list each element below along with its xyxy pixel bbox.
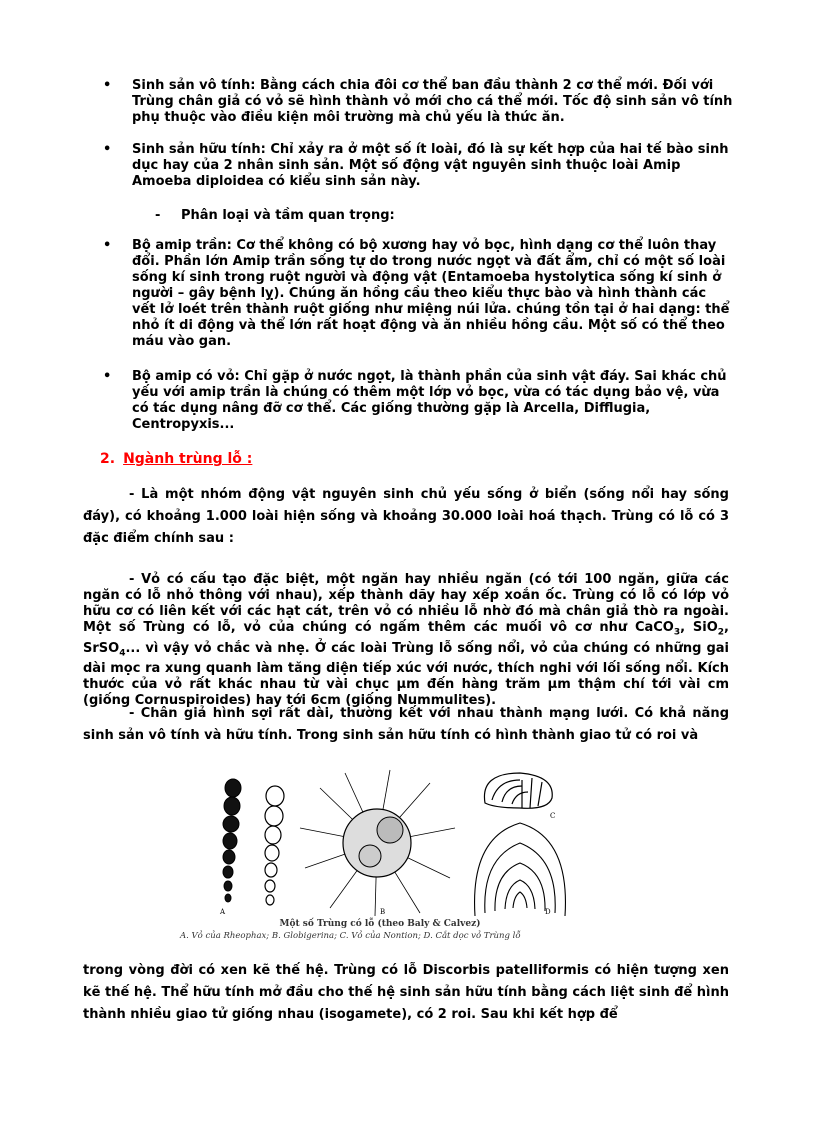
paragraph-shell: [83, 572, 729, 709]
subscript: 4: [119, 648, 126, 659]
section-title: Ngành trùng lỗ :: [123, 451, 253, 467]
bullet-text: Bộ amip trần: Cơ thể không có bộ xương hay vỏ bọc, hình dạng cơ thể luôn thay đổi. Phần lớn Amip trần sống tự do trong nước ngọt và đất ẩm, chỉ có một số loài sống kí sinh trong ruột người và động vật (Entamoeba hystolytica sống kí sinh ở người – gây bệnh lỵ). Chúng ăn hồng cầu theo kiểu thực bào và hình thành các vết lở loét trên thành ruột giống như miệng núi lửa. chúng tồn tại ở hai dạng: thể nhỏ ít di động và thể lớn rất hoạt động và ăn nhiều hồng cầu. Một số có thể theo máu vào gan.: [132, 238, 730, 349]
dash-marker: -: [155, 208, 161, 223]
bullet-icon: •: [103, 238, 112, 253]
paragraph-intro: - Là một nhóm động vật nguyên sinh chủ yếu sống ở biển (sống nổi hay sống đáy), có khoảng 1.000 loài hiện sống và khoảng 30.000 loài hoá thạch. Trùng có lỗ có 3 đặc điểm chính sau :: [83, 487, 729, 546]
rheophax-shell-drawing: [223, 779, 241, 902]
bullet-icon: •: [103, 78, 112, 93]
caption-body: A. Vỏ của Rheophax; B. Globigerina; C. Vỏ của Nontion; D. Cắt dọc vỏ Trùng lỗ: [180, 931, 521, 941]
globigerina-drawing: [300, 770, 455, 916]
figure-label-c: C: [550, 812, 556, 820]
bullet-text: Sinh sản vô tính: Bằng cách chia đôi cơ thể ban đầu thành 2 cơ thể mới. Đối với Trùng chân giả có vỏ sẽ hình thành vỏ mới cho cá thể mới. Tốc độ sinh sản vô tính phụ thuộc vào điều kiện môi trường mà chủ yếu là thức ăn.: [132, 78, 733, 125]
bullet-icon: •: [103, 369, 112, 384]
bullet-text: Sinh sản hữu tính: Chỉ xảy ra ở một số ít loài, đó là sự kết hợp của hai tế bào sinh dục hay của 2 nhân sinh sản. Một số động vật nguyên sinh thuộc loài Amip Amoeba diploidea có kiểu sinh sản này.: [132, 142, 729, 189]
section-number: 2.: [100, 451, 116, 467]
section-heading: [100, 451, 252, 467]
figure-caption: [180, 918, 580, 942]
bullet-text: Bộ amip có vỏ: Chỉ gặp ở nước ngọt, là thành phần của sinh vật đáy. Sai khác chủ yếu với amip trần là chúng có thêm một lớp vỏ bọc, vừa có tác dụng bảo vệ, vừa có tác dụng nâng đỡ cơ thể. Các giống thường gặp là Arcella, Difflugia, Centropyxis...: [132, 369, 727, 432]
paragraph-alternation: trong vòng đời có xen kẽ thế hệ. Trùng có lỗ Discorbis patelliformis có hiện tượng xen kẽ thế hệ. Thể hữu tính mở đầu cho thế hệ sinh sản hữu tính bằng cách liệt sinh để hình thành nhiều giao tử giống nhau (isogamete), có 2 roi. Sau khi kết hợp để: [83, 963, 729, 1022]
figure-label-a: A: [220, 908, 226, 916]
nonion-shell-drawing: [484, 773, 552, 808]
foraminifera-figure: [180, 768, 578, 916]
rheophax-section-drawing: [265, 786, 284, 905]
bullet-icon: •: [103, 142, 112, 157]
subscript: 3: [673, 627, 681, 638]
section-drawing: [475, 823, 566, 916]
subheading-text: Phân loại và tầm quan trọng:: [181, 208, 395, 223]
subscript: 2: [717, 627, 725, 638]
caption-title: Một số Trùng có lỗ (theo Baly & Calvez): [279, 919, 481, 929]
figure-label-b: B: [380, 908, 386, 916]
paragraph-text: ... vì vậy vỏ chắc và nhẹ. Ở các loài Trùng lỗ sống nổi, vỏ của chúng có những gai dài mọc ra xung quanh làm tăng diện tiếp xúc với nước, thích nghi với lối sống nổi. Kích thước của vỏ rất khác nhau từ vài chục μm đến hàng trăm μm thậm chí tới vài cm (giống Cornuspiroides) hay tới 6cm (giống Nummulites).: [83, 640, 729, 709]
paragraph-text: , SrSO: [83, 620, 729, 656]
paragraph-text: , SiO: [680, 620, 718, 635]
figure-label-d: D: [545, 908, 551, 916]
paragraph-text: - Vỏ có cấu tạo đặc biệt, một ngăn hay nhiều ngăn (có tới 100 ngăn, giữa các ngăn có lỗ nhỏ thông với nhau), xếp thành dãy hay xếp xoắn ốc. Trùng có lỗ có lớp vỏ hữu cơ có liên kết với các hạt cát, trên vỏ có nhiều lỗ nhờ đó mà chân giả thò ra ngoài. Một số Trùng có lỗ, vỏ của chúng có ngấm thêm các muối vô cơ như CaCO: [83, 572, 729, 635]
paragraph-pseudopod: - Chân giả hình sợi rất dài, thường kết với nhau thành mạng lưới. Có khả năng sinh sản vô tính và hữu tính. Trong sinh sản hữu tính có hình thành giao tử có roi và: [83, 706, 729, 743]
